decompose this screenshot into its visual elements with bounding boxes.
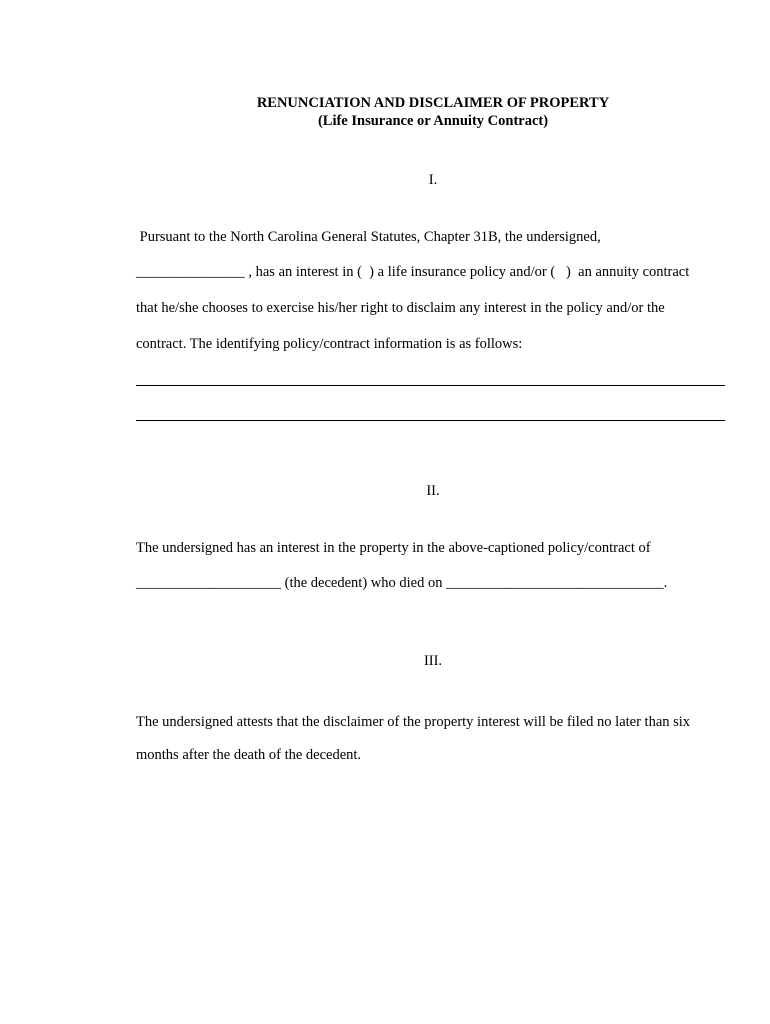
section-numeral-iii: III. [423, 653, 443, 669]
section-ii-line-2: ____________________ (the decedent) who died on ______________________________. [136, 575, 668, 591]
section-ii-line-1: The undersigned has an interest in the property in the above-captioned policy/contract of [136, 540, 651, 556]
document-title: RENUNCIATION AND DISCLAIMER OF PROPERTY [256, 95, 610, 111]
policy-info-blank-line-2 [136, 420, 725, 421]
document-subtitle: (Life Insurance or Annuity Contract) [317, 113, 549, 129]
section-i-line-3: that he/she chooses to exercise his/her right to disclaim any interest in the policy and/or the [136, 300, 665, 316]
policy-info-blank-line-1 [136, 385, 725, 386]
section-iii-line-1: The undersigned attests that the disclaimer of the property interest will be filed no later than six [136, 714, 691, 730]
section-numeral-ii: II. [426, 483, 440, 499]
section-numeral-i: I. [428, 172, 438, 188]
section-i-line-1: Pursuant to the North Carolina General Statutes, Chapter 31B, the undersigned, [136, 229, 601, 245]
section-iii-line-2: months after the death of the decedent. [136, 747, 362, 763]
section-i-line-4: contract. The identifying policy/contract information is as follows: [136, 336, 523, 352]
section-i-line-2: _______________ , has an interest in ( ) a life insurance policy and/or ( ) an annuity contract [136, 264, 690, 280]
